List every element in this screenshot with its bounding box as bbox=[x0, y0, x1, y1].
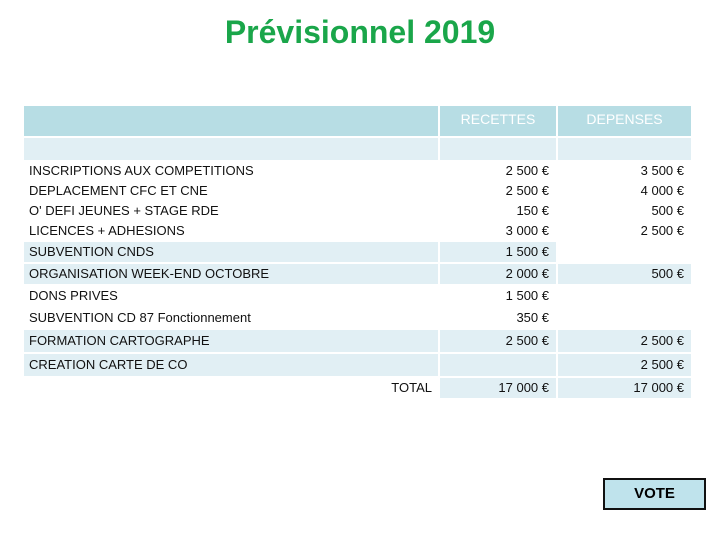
table-spacer-row bbox=[24, 138, 691, 160]
row-recettes: 2 500 € bbox=[505, 183, 549, 198]
row-label: CREATION CARTE DE CO bbox=[24, 354, 438, 376]
row-depenses: 3 500 € bbox=[640, 163, 684, 178]
table-row bbox=[24, 162, 691, 180]
total-depenses: 17 000 € bbox=[558, 378, 691, 398]
budget-table bbox=[24, 106, 691, 400]
row-label: FORMATION CARTOGRAPHE bbox=[24, 330, 438, 352]
row-label: DEPLACEMENT CFC ET CNE bbox=[29, 183, 208, 198]
spacer-cell bbox=[440, 138, 556, 160]
header-label-cell bbox=[24, 106, 438, 136]
table-header-row bbox=[24, 106, 691, 136]
row-label: SUBVENTION CD 87 Fonctionnement bbox=[29, 310, 251, 325]
row-depenses: 500 € bbox=[558, 264, 691, 284]
table-row bbox=[24, 354, 691, 376]
row-label: ORGANISATION WEEK-END OCTOBRE bbox=[24, 264, 438, 284]
row-depenses: 2 500 € bbox=[558, 330, 691, 352]
table-row bbox=[24, 202, 691, 220]
row-recettes: 3 000 € bbox=[505, 223, 549, 238]
row-recettes: 2 500 € bbox=[440, 330, 556, 352]
row-depenses: 4 000 € bbox=[640, 183, 684, 198]
row-depenses: 2 500 € bbox=[558, 354, 691, 376]
spacer-cell bbox=[558, 138, 691, 160]
row-recettes: 1 500 € bbox=[505, 288, 549, 303]
spacer-cell bbox=[24, 138, 438, 160]
table-row bbox=[24, 182, 691, 200]
row-label: INSCRIPTIONS AUX COMPETITIONS bbox=[29, 163, 254, 178]
table-row bbox=[24, 330, 691, 352]
header-recettes: RECETTES bbox=[440, 106, 556, 136]
row-recettes: 2 000 € bbox=[440, 264, 556, 284]
table-row bbox=[24, 308, 691, 328]
total-label: TOTAL bbox=[24, 378, 438, 398]
row-depenses bbox=[558, 286, 691, 306]
row-label: DONS PRIVES bbox=[29, 288, 118, 303]
row-recettes: 1 500 € bbox=[440, 242, 556, 262]
row-label: SUBVENTION CNDS bbox=[24, 242, 438, 262]
row-label: LICENCES + ADHESIONS bbox=[29, 223, 185, 238]
row-recettes: 2 500 € bbox=[505, 163, 549, 178]
row-recettes bbox=[440, 354, 556, 376]
row-depenses: 500 € bbox=[651, 203, 684, 218]
table-row bbox=[24, 242, 691, 262]
total-recettes: 17 000 € bbox=[440, 378, 556, 398]
row-label: O' DEFI JEUNES + STAGE RDE bbox=[29, 203, 219, 218]
row-recettes: 150 € bbox=[516, 203, 549, 218]
row-recettes: 350 € bbox=[516, 310, 549, 325]
total-row bbox=[24, 378, 691, 398]
row-depenses bbox=[558, 242, 691, 262]
vote-button[interactable]: VOTE bbox=[603, 478, 706, 510]
row-depenses: 2 500 € bbox=[640, 223, 684, 238]
table-row bbox=[24, 264, 691, 284]
row-depenses bbox=[558, 308, 691, 328]
page-title: Prévisionnel 2019 bbox=[224, 14, 496, 50]
table-row bbox=[24, 286, 691, 306]
table-row bbox=[24, 222, 691, 240]
header-depenses: DEPENSES bbox=[558, 106, 691, 136]
